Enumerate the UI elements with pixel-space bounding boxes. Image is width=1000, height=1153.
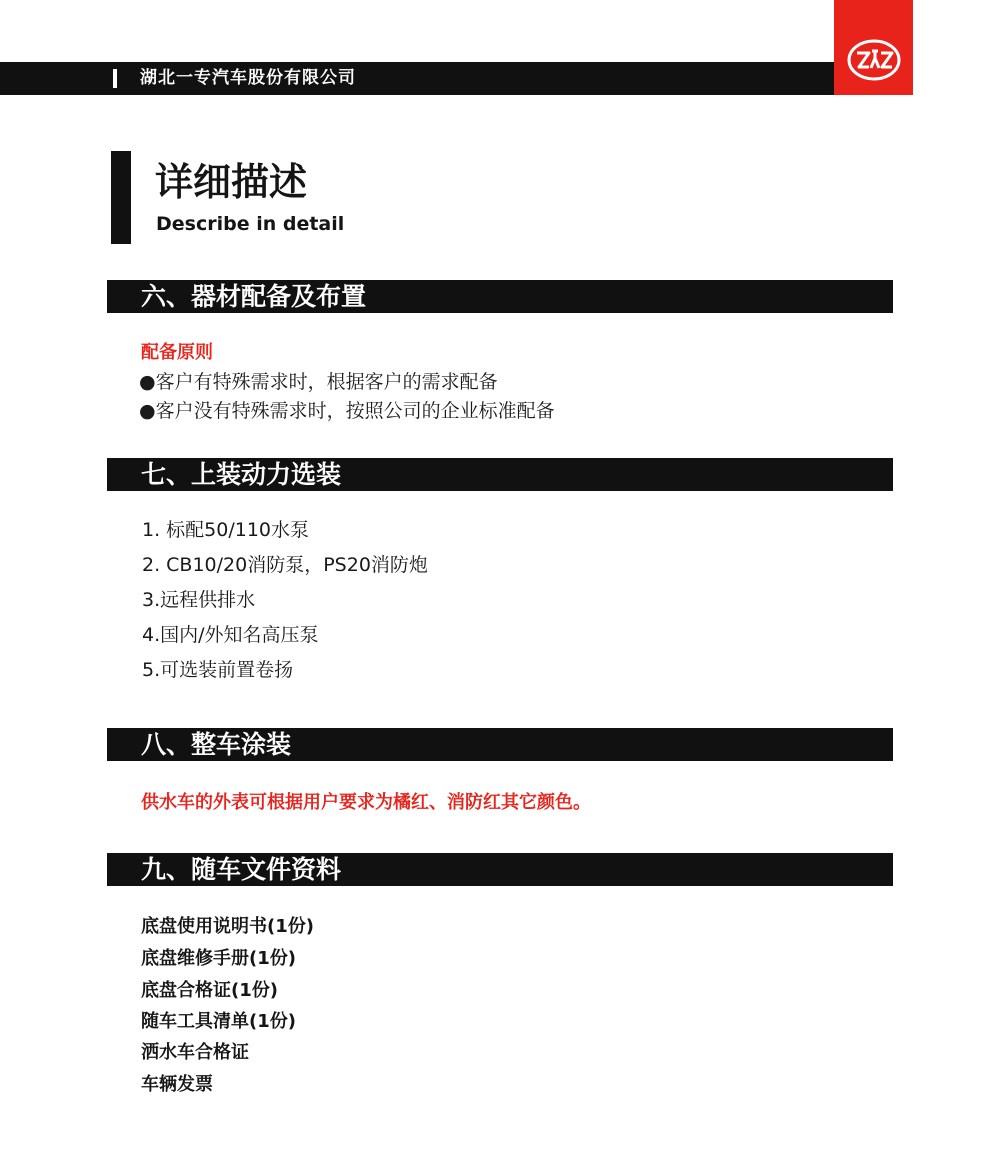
company-logo-icon — [847, 38, 901, 82]
list-item: ●客户没有特殊需求时，按照公司的企业标准配备 — [139, 400, 555, 422]
list-item: 随车工具清单(1份) — [141, 1011, 296, 1032]
section-heading: 八、整车涂装 — [141, 730, 292, 759]
section-header-documents — [107, 853, 893, 886]
section-header-paint — [107, 728, 893, 761]
company-logo — [834, 0, 913, 95]
list-item: 1. 标配50/110水泵 — [142, 519, 310, 541]
section-heading: 六、器材配备及布置 — [141, 282, 367, 311]
equipment-principle-label: 配备原则 — [141, 342, 213, 363]
section-heading: 七、上装动力选装 — [141, 460, 342, 489]
list-item: 底盘使用说明书(1份) — [141, 916, 314, 937]
list-item: 底盘合格证(1份) — [141, 980, 278, 1001]
list-item: 4.国内/外知名高压泵 — [142, 624, 319, 646]
company-header-bar — [0, 62, 835, 95]
list-item: ●客户有特殊需求时，根据客户的需求配备 — [139, 371, 498, 393]
page-title: 详细描述 — [155, 160, 308, 204]
list-item: 3.远程供排水 — [142, 589, 256, 611]
section-header-power-options — [107, 458, 893, 491]
list-item: 底盘维修手册(1份) — [141, 948, 296, 969]
list-item: 2. CB10/20消防泵，PS20消防炮 — [142, 554, 428, 576]
title-accent-bar — [111, 151, 131, 244]
section-heading: 九、随车文件资料 — [141, 855, 342, 884]
section-header-equipment — [107, 280, 893, 313]
page-subtitle: Describe in detail — [156, 213, 345, 235]
paint-note: 供水车的外表可根据用户要求为橘红、消防红其它颜色。 — [141, 792, 591, 813]
company-name: 湖北一专汽车股份有限公司 — [140, 68, 356, 88]
list-item: 车辆发票 — [141, 1074, 213, 1095]
list-item: 5.可选装前置卷扬 — [142, 659, 294, 681]
header-divider — [113, 69, 117, 88]
list-item: 洒水车合格证 — [141, 1042, 249, 1063]
